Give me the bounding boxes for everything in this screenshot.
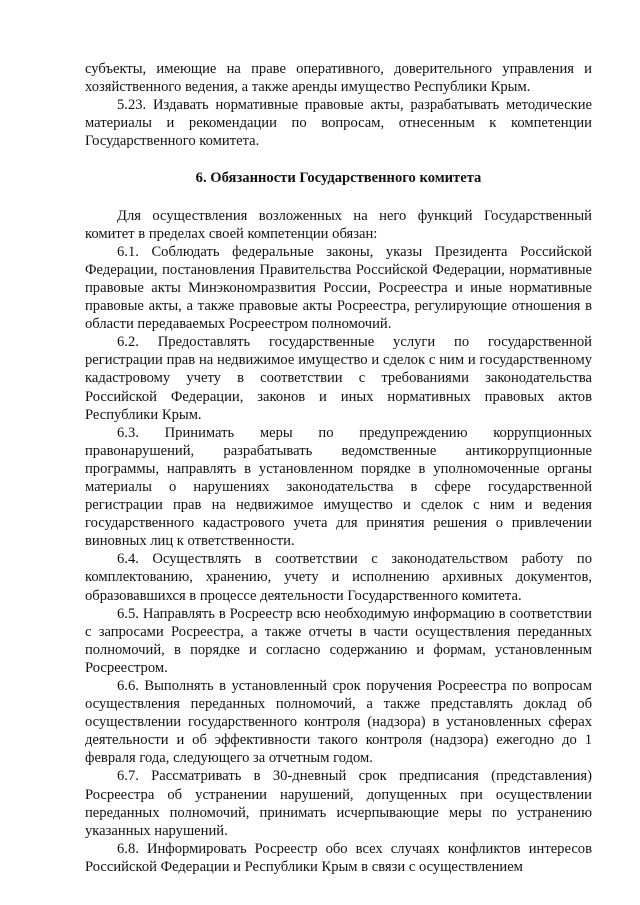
- paragraph-6-3: 6.3. Принимать меры по предупреждению коррупционных правонарушений, разрабатывать ведомственные антикоррупционные программы, направлять в установленном порядке в уполномоченные органы материалы о нарушениях законодательства в сфере государственной регистрации прав на недвижимое имущество и сделок с ним и ведения государственного кадастрового учета для принятия решения о привлечении виновных лиц к ответственности.: [85, 424, 592, 550]
- section-heading: 6. Обязанности Государственного комитета: [195, 170, 482, 187]
- paragraph-6-6: 6.6. Выполнять в установленный срок поручения Росреестра по вопросам осуществления переданных полномочий, а также представлять доклад об осуществлении государственного контроля (надзора) в установленных сферах деятельности и об эффективности такого контроля (надзора) ежегодно до 1 февраля года, следующего за отчетным годом.: [85, 678, 592, 767]
- paragraph-5-23: 5.23. Издавать нормативные правовые акты, разрабатывать методические материалы и рекомендации по вопросам, отнесенным к компетенции Государственного комитета.: [85, 97, 592, 150]
- paragraph-6-8: 6.8. Информировать Росреестр обо всех случаях конфликтов интересов Российской Федерации и Республики Крым в связи с осуществлением: [85, 840, 592, 875]
- document-body: [85, 60, 592, 876]
- paragraph-6-5: 6.5. Направлять в Росреестр всю необходимую информацию в соответствии с запросами Росреестра, а также отчеты в части осуществления переданных полномочий, в порядке и согласно содержанию и формам, установленным Росреестром.: [85, 605, 592, 676]
- paragraph-6-2: 6.2. Предоставлять государственные услуги по государственной регистрации прав на недвижимое имущество и сделок с ним и государственному кадастровому учету в соответствии с требованиями законодательства Российской Федерации, законов и иных нормативных правовых актов Республики Крым.: [85, 334, 592, 423]
- paragraph-6-7: 6.7. Рассматривать в 30-дневный срок предписания (представления) Росреестра об устранении нарушений, допущенных при осуществлении переданных полномочий, принимать исчерпывающие меры по устранению указанных нарушений.: [85, 768, 592, 839]
- paragraph-continuation: субъекты, имеющие на праве оперативного, доверительного управления и хозяйственного ведения, а также аренды имущество Республики Крым.: [85, 61, 592, 96]
- paragraph-6-1: 6.1. Соблюдать федеральные законы, указы Президента Российской Федерации, постановления Правительства Российской Федерации, нормативные правовые акты Минэкономразвития России, Росреестра и иные нормативные правовые акты, а также правовые акты Росреестра, регулирующие отношения в области передаваемых Росреестром полномочий.: [85, 243, 592, 333]
- paragraph-intro: Для осуществления возложенных на него функций Государственный комитет в пределах своей компетенции обязан:: [85, 207, 592, 242]
- paragraph-6-4: 6.4. Осуществлять в соответствии с законодательством работу по комплектованию, хранению, учету и исполнению архивных документов, образовавшихся в процессе деятельности Государственного комитета.: [85, 551, 592, 604]
